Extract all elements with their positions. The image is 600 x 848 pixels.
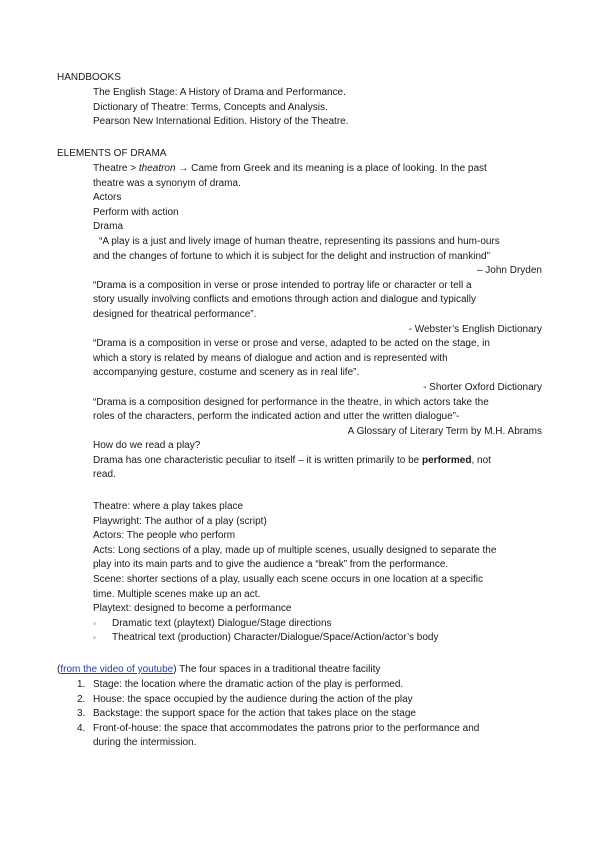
drama-label: Drama bbox=[93, 221, 124, 233]
paren-open: ( bbox=[57, 664, 61, 675]
spaces-intro-line bbox=[57, 663, 547, 678]
quote-line: “Drama is a composition in verse or prose intended to portray life or character or tell a bbox=[93, 279, 472, 291]
quote-line: roles of the characters, perform the indicated action and utter the written dialogue”- bbox=[93, 411, 460, 423]
bullet-icon: ◦ bbox=[93, 633, 96, 643]
scene-def-continued: time. Multiple scenes make up an act. bbox=[93, 588, 261, 600]
spaces-list bbox=[77, 678, 543, 751]
arrow: → bbox=[175, 163, 192, 174]
quote-line: story usually involving conflicts and emotions through action and dialogue and typically bbox=[93, 294, 477, 306]
theatron-word: theatron bbox=[138, 163, 176, 174]
quote-source: A Glossary of Literary Term by M.H. Abrams bbox=[347, 425, 542, 437]
handbook-item: The English Stage: A History of Drama and Performance. bbox=[93, 87, 346, 98]
quote-line: “A play is a just and lively image of human theatre, representing its passions and hum-ours bbox=[99, 235, 500, 247]
list-item bbox=[77, 722, 543, 751]
list-item bbox=[77, 678, 543, 693]
handbook-item: Dictionary of Theatre: Terms, Concepts and Analysis. bbox=[93, 101, 328, 113]
peculiar-text: Drama has one characteristic peculiar to itself – it is written primarily to be bbox=[93, 454, 423, 466]
paren-close: ) bbox=[173, 664, 177, 675]
list-item bbox=[77, 707, 543, 722]
quote-line: and the changes of fortune to which it is subject for the delight and instruction of mankind” bbox=[93, 250, 490, 262]
bullet-text: Dramatic text (playtext) Dialogue/Stage directions bbox=[112, 617, 332, 629]
perform-label: Perform with action bbox=[93, 206, 179, 218]
list-text: House: the space occupied by the audience during the action of the play bbox=[93, 693, 413, 705]
list-number: 2. bbox=[77, 693, 86, 705]
list-text: Front-of-house: the space that accommodates the patrons prior to the performance and bbox=[93, 722, 480, 734]
playtext-def: Playtext: designed to become a performance bbox=[93, 603, 292, 615]
handbook-item: Pearson New International Edition. History of the Theatre. bbox=[93, 116, 349, 128]
bullet-item bbox=[93, 617, 542, 632]
list-text: Stage: the location where the dramatic action of the play is performed. bbox=[93, 679, 404, 690]
list-text-continued: during the intermission. bbox=[93, 737, 197, 749]
how-read-question: How do we read a play? bbox=[93, 440, 201, 452]
quote-source: - Webster’s English Dictionary bbox=[408, 323, 542, 335]
acts-def-continued: play into its main parts and to give the audience a “break” from the performance. bbox=[93, 559, 449, 571]
playwright-def: Playwright: The author of a play (script) bbox=[93, 515, 267, 527]
performed-word: performed bbox=[422, 454, 472, 466]
spaces-intro-text: The four spaces in a traditional theatre facility bbox=[176, 664, 381, 675]
theatre-definition-line bbox=[93, 162, 542, 177]
quote-line: which a story is related by means of dialogue and action and is represented with bbox=[93, 352, 448, 364]
list-item bbox=[77, 693, 543, 708]
quote-line: “Drama is a composition in verse or prose and verse, adapted to be acted on the stage, in bbox=[93, 338, 490, 350]
quote-line: accompanying gesture, costume and scenery as in real life”. bbox=[93, 367, 360, 379]
youtube-link[interactable]: from the video of youtube bbox=[60, 664, 174, 675]
elements-heading: ELEMENTS OF DRAMA bbox=[57, 148, 167, 159]
peculiar-line bbox=[93, 454, 542, 469]
theatre-prefix: Theatre > bbox=[93, 163, 139, 174]
actors-label: Actors bbox=[93, 192, 122, 204]
theatre-definition-text: Came from Greek and its meaning is a place of looking. In the past bbox=[191, 163, 487, 174]
bullet-icon: ◦ bbox=[93, 618, 96, 628]
handbooks-list bbox=[93, 86, 542, 130]
acts-def: Acts: Long sections of a play, made up of multiple scenes, usually designed to separate the bbox=[93, 544, 497, 556]
quote-source: – John Dryden bbox=[476, 265, 542, 277]
quote-line: designed for theatrical performance”. bbox=[93, 308, 257, 320]
scene-def: Scene: shorter sections of a play, usually each scene occurs in one location at a specific bbox=[93, 573, 484, 585]
theatre-def: Theatre: where a play takes place bbox=[93, 501, 244, 512]
elements-body bbox=[93, 162, 542, 483]
list-number: 3. bbox=[77, 708, 86, 720]
list-text: Backstage: the support space for the action that takes place on the stage bbox=[93, 708, 416, 720]
quote-line: “Drama is a composition designed for performance in the theatre, in which actors take the bbox=[93, 396, 489, 408]
peculiar-text-end: , not bbox=[471, 454, 491, 466]
actors-def: Actors: The people who perform bbox=[93, 530, 236, 542]
theatre-definition-continued: theatre was a synonym of drama. bbox=[93, 177, 241, 189]
handbooks-heading: HANDBOOKS bbox=[57, 72, 121, 83]
quote-source: - Shorter Oxford Dictionary bbox=[423, 381, 542, 393]
bullet-item bbox=[93, 631, 542, 646]
definitions-block bbox=[93, 500, 542, 646]
list-number: 1. bbox=[77, 679, 86, 690]
peculiar-line-continued: read. bbox=[93, 469, 116, 481]
list-number: 4. bbox=[77, 722, 86, 734]
bullet-text: Theatrical text (production) Character/Dialogue/Space/Action/actor’s body bbox=[112, 632, 439, 644]
